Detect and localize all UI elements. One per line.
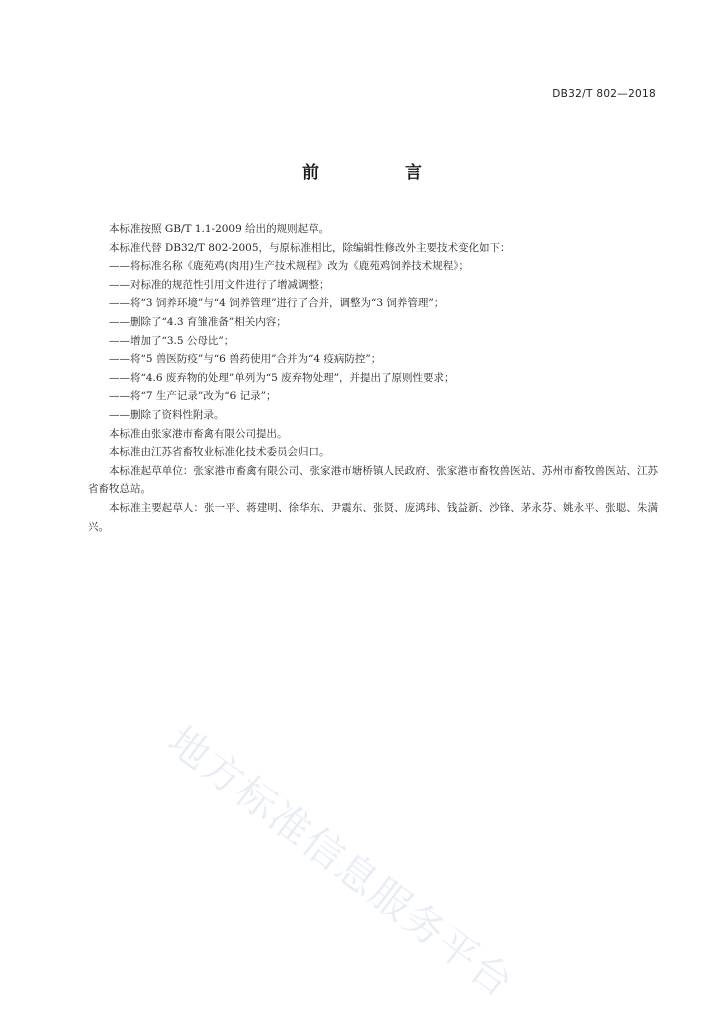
change-item: ——删除了资料性附录。 xyxy=(109,408,225,421)
change-item: ——将“4.6 废弃物的处理”单列为“5 废弃物处理”，并提出了原则性要求； xyxy=(109,371,455,384)
change-item: ——将“7 生产记录”改为“6 记录”； xyxy=(109,390,277,403)
change-item: ——将“5 兽医防疫”与“6 兽药使用”合并为“4 疫病防控”； xyxy=(109,353,382,366)
change-item: ——删除了“4.3 育雏准备”相关内容； xyxy=(109,315,287,328)
paragraph-drafting-rules: 本标准按照 GB/T 1.1-2009 给出的规则起草。 xyxy=(109,223,330,235)
change-item: ——将“3 饲养环境”与“4 饲养管理”进行了合并，调整为“3 饲养管理”； xyxy=(109,297,445,310)
paragraph-drafting-units: 本标准起草单位：张家港市畜禽有限公司、张家港市塘桥镇人民政府、张家港市畜牧兽医站、苏州市畜牧兽医站、江苏省畜牧总站。 xyxy=(88,464,658,496)
change-item: ——增加了“3.5 公母比”； xyxy=(109,334,235,347)
change-item: ——对标准的规范性引用文件进行了增减调整； xyxy=(109,278,330,291)
paragraph-replacement: 本标准代替 DB32/T 802-2005，与原标准相比，除编辑性修改外主要技术变化如下： xyxy=(109,241,511,254)
paragraph-administrator: 本标准由江苏省畜牧业标准化技术委员会归口。 xyxy=(109,446,330,459)
watermark: 地方标准信息服务平台 xyxy=(159,717,523,1008)
paragraph-drafters: 本标准主要起草人：张一平、蒋建明、徐华东、尹震东、张贤、庞鸿玮、钱益新、沙锋、茅永芬、姚永平、张聪、朱满兴。 xyxy=(88,501,658,533)
paragraph-proposer: 本标准由张家港市畜禽有限公司提出。 xyxy=(109,427,288,440)
standard-code: DB32/T 802—2018 xyxy=(552,88,656,100)
page-title: 前 言 xyxy=(302,163,462,183)
foreword-body xyxy=(88,220,658,536)
change-item: ——将标准名称《鹿苑鸡(肉用)生产技术规程》改为《鹿苑鸡饲养技术规程》； xyxy=(109,260,469,273)
